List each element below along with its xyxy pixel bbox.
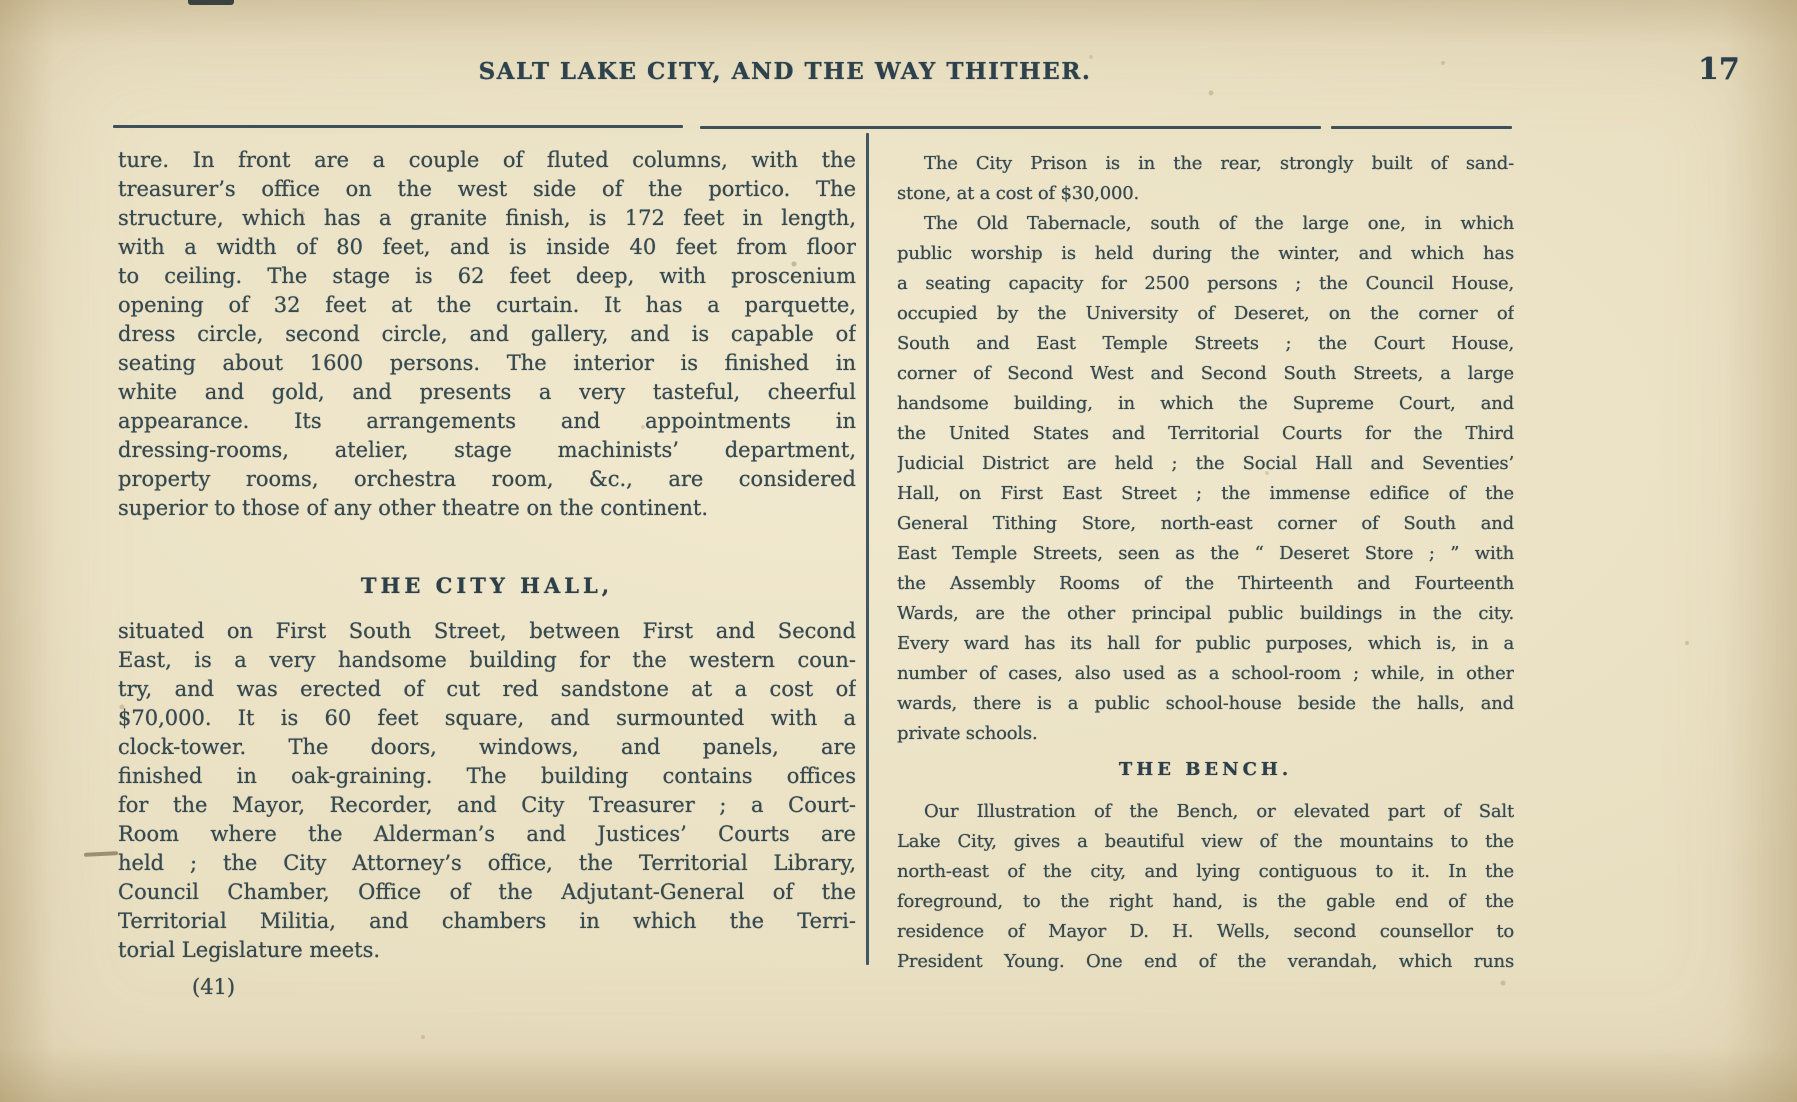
- paragraph: [897, 149, 1514, 209]
- text-line: $70,000. It is 60 feet square, and surmounted with a: [118, 706, 856, 730]
- text-line: to ceiling. The stage is 62 feet deep, with proscenium: [118, 264, 856, 288]
- text-line: Hall, on First East Street ; the immense edifice of the: [897, 483, 1514, 504]
- running-header-title: SALT LAKE CITY, AND THE WAY THITHER.: [478, 58, 1092, 85]
- paragraph: [897, 797, 1514, 977]
- text-line: Every ward has its hall for public purposes, which is, in a: [897, 633, 1514, 654]
- text-line: Room where the Alderman’s and Justices’ Courts are: [118, 822, 856, 846]
- text-line: Lake City, gives a beautiful view of the mountains to the: [897, 831, 1514, 852]
- text-column-left: [118, 146, 856, 1002]
- column-divider-rule: [866, 133, 869, 965]
- text-column-right: [897, 149, 1514, 977]
- signature-mark: (41): [192, 975, 236, 999]
- text-line: treasurer’s office on the west side of the portico. The: [118, 177, 856, 201]
- scan-artifact-margin-dash: [84, 851, 118, 857]
- section-heading: THE BENCH.: [1118, 759, 1293, 780]
- text-line: torial Legislature meets.: [118, 938, 381, 962]
- header-rule-segment: [700, 126, 1321, 129]
- paper-specks: [0, 0, 2, 2]
- text-line: corner of Second West and Second South Streets, a large: [897, 363, 1514, 384]
- text-line: north-east of the city, and lying contiguous to it. In the: [897, 861, 1514, 882]
- text-line: dressing-rooms, atelier, stage machinists’ department,: [118, 438, 856, 462]
- paragraph: [118, 617, 856, 965]
- text-line: The City Prison is in the rear, strongly built of sand-: [924, 153, 1514, 174]
- text-line: private schools.: [897, 723, 1038, 744]
- scan-artifact-top-mark: [188, 0, 234, 5]
- text-line: finished in oak-graining. The building contains offices: [118, 764, 856, 788]
- paragraph: [897, 209, 1514, 749]
- text-line: President Young. One end of the verandah, which runs: [897, 951, 1514, 972]
- text-line: Our Illustration of the Bench, or elevated part of Salt: [924, 801, 1514, 822]
- text-line: Territorial Militia, and chambers in which the Terri-: [118, 909, 856, 933]
- text-line: Wards, are the other principal public buildings in the city.: [897, 603, 1514, 624]
- text-line: property rooms, orchestra room, &c., are considered: [118, 467, 856, 491]
- text-line: foreground, to the right hand, is the gable end of the: [897, 891, 1514, 912]
- text-line: white and gold, and presents a very tasteful, cheerful: [118, 380, 856, 404]
- text-line: structure, which has a granite finish, is 172 feet in length,: [118, 206, 856, 230]
- text-line: Council Chamber, Office of the Adjutant-General of the: [118, 880, 856, 904]
- text-line: East Temple Streets, seen as the “ Deseret Store ; ” with: [897, 543, 1514, 564]
- text-line: with a width of 80 feet, and is inside 40 feet from floor: [118, 235, 856, 259]
- text-line: The Old Tabernacle, south of the large one, in which: [924, 213, 1514, 234]
- text-line: wards, there is a public school-house beside the halls, and: [897, 693, 1514, 714]
- header-rule-segment: [1331, 126, 1512, 129]
- section-heading: THE CITY HALL,: [360, 573, 614, 598]
- text-line: superior to those of any other theatre on the continent.: [118, 496, 709, 520]
- text-line: occupied by the University of Deseret, on the corner of: [897, 303, 1514, 324]
- text-line: ture. In front are a couple of fluted columns, with the: [118, 148, 856, 172]
- text-line: number of cases, also used as a school-room ; while, in other: [897, 663, 1514, 684]
- text-line: South and East Temple Streets ; the Court House,: [897, 333, 1514, 354]
- text-line: a seating capacity for 2500 persons ; the Council House,: [897, 273, 1514, 294]
- text-line: the United States and Territorial Courts for the Third: [897, 423, 1514, 444]
- page-number: 17: [1698, 52, 1740, 87]
- text-line: situated on First South Street, between First and Second: [118, 619, 856, 643]
- text-line: seating about 1600 persons. The interior is finished in: [118, 351, 856, 375]
- text-line: dress circle, second circle, and gallery, and is capable of: [118, 322, 856, 346]
- text-line: East, is a very handsome building for the western coun-: [118, 648, 856, 672]
- text-line: handsome building, in which the Supreme Court, and: [897, 393, 1514, 414]
- text-line: residence of Mayor D. H. Wells, second counsellor to: [897, 921, 1514, 942]
- text-line: try, and was erected of cut red sandstone at a cost of: [118, 677, 856, 701]
- text-line: clock-tower. The doors, windows, and panels, are: [118, 735, 856, 759]
- text-line: opening of 32 feet at the curtain. It has a parquette,: [118, 293, 856, 317]
- text-line: Judicial District are held ; the Social Hall and Seventies’: [897, 453, 1514, 474]
- text-line: public worship is held during the winter, and which has: [897, 243, 1514, 264]
- paragraph: [118, 146, 856, 523]
- text-line: held ; the City Attorney’s office, the Territorial Library,: [118, 851, 856, 875]
- text-line: General Tithing Store, north-east corner of South and: [897, 513, 1514, 534]
- text-line: stone, at a cost of $30,000.: [897, 183, 1140, 204]
- text-line: the Assembly Rooms of the Thirteenth and Fourteenth: [897, 573, 1514, 594]
- header-rule-segment: [113, 125, 683, 128]
- text-line: for the Mayor, Recorder, and City Treasurer ; a Court-: [118, 793, 856, 817]
- text-line: appearance. Its arrangements and appointments in: [118, 409, 856, 433]
